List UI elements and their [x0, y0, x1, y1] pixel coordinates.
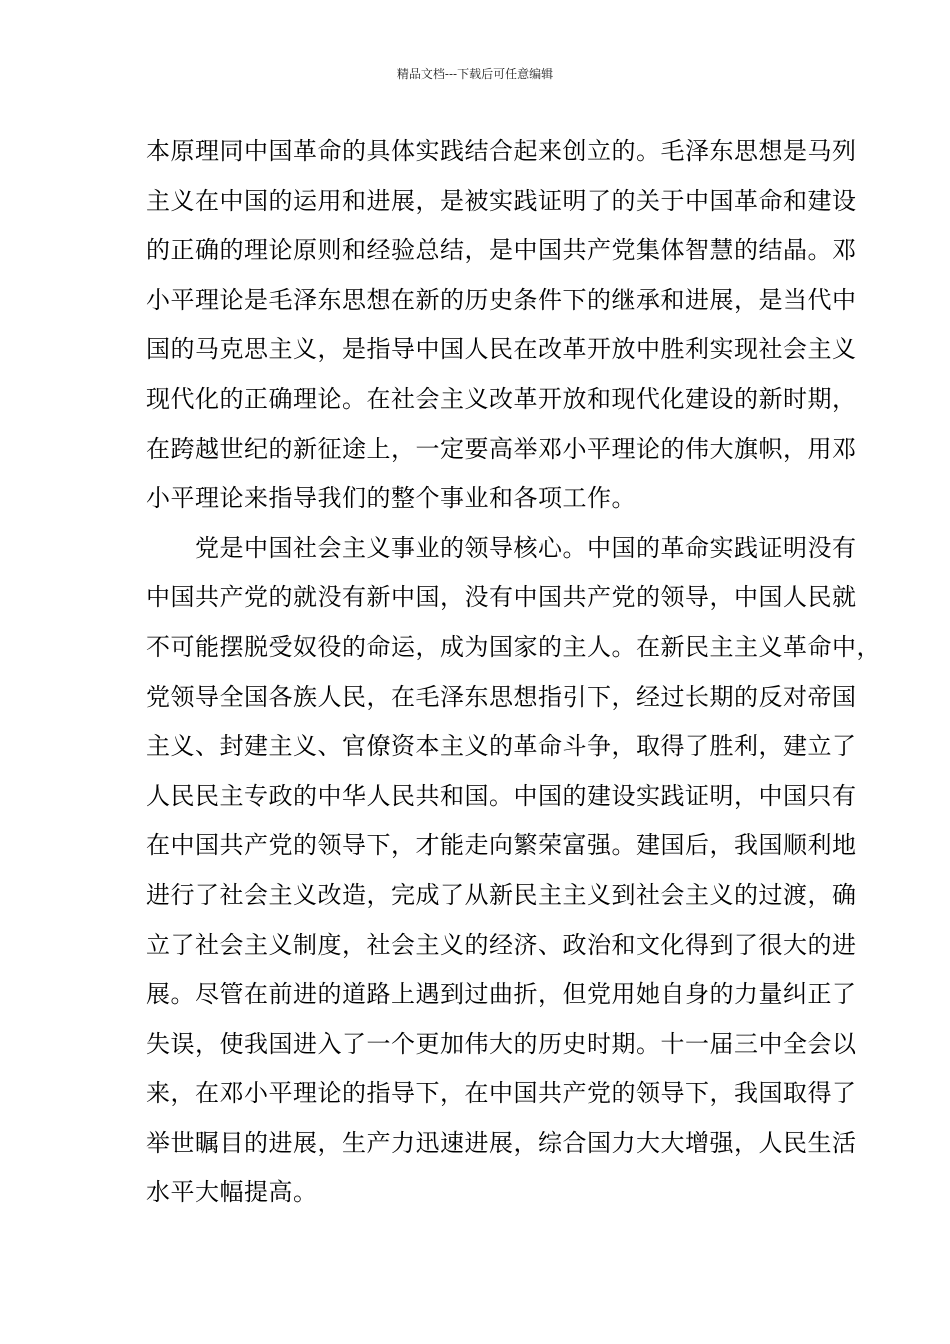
text-line: 人民民主专政的中华人民共和国。中国的建设实践证明，中国只有	[146, 781, 857, 810]
text-line: 进行了社会主义改造，完成了从新民主主义到社会主义的过渡，确	[146, 880, 857, 909]
text-line: 立了社会主义制度，社会主义的经济、政治和文化得到了很大的进	[146, 930, 857, 959]
paragraph-1	[146, 131, 857, 528]
text-line: 国的马克思主义，是指导中国人民在改革开放中胜利实现社会主义	[146, 335, 857, 364]
text-line: 水平大幅提高。	[146, 1178, 318, 1207]
document-body	[146, 131, 881, 1222]
text-line: 小平理论来指导我们的整个事业和各项工作。	[146, 484, 636, 513]
text-line: 失误，使我国进入了一个更加伟大的历史时期。十一届三中全会以	[146, 1029, 857, 1058]
page-header: 精品文档---下载后可任意编辑	[396, 67, 554, 81]
text-line: 现代化的正确理论。在社会主义改革开放和现代化建设的新时期，	[146, 384, 857, 413]
text-line: 小平理论是毛泽东思想在新的历史条件下的继承和进展，是当代中	[146, 285, 857, 314]
text-line: 的正确的理论原则和经验总结，是中国共产党集体智慧的结晶。邓	[146, 236, 857, 265]
text-line: 来，在邓小平理论的指导下，在中国共产党的领导下，我国取得了	[146, 1079, 857, 1108]
text-line: 本原理同中国革命的具体实践结合起来创立的。毛泽东思想是马列	[146, 137, 857, 165]
text-line: 党是中国社会主义事业的领导核心。中国的革命实践证明没有	[146, 533, 857, 562]
paragraph-2	[146, 528, 881, 1222]
text-line: 中国共产党的就没有新中国，没有中国共产党的领导，中国人民就	[146, 583, 857, 612]
text-line: 主义在中国的运用和进展，是被实践证明了的关于中国革命和建设	[146, 186, 857, 215]
text-line: 在跨越世纪的新征途上，一定要高举邓小平理论的伟大旗帜，用邓	[146, 434, 857, 463]
text-line: 展。尽管在前进的道路上遇到过曲折，但党用她自身的力量纠正了	[146, 980, 857, 1009]
text-line: 在中国共产党的领导下，才能走向繁荣富强。建国后，我国顺利地	[146, 831, 857, 860]
text-line: 党领导全国各族人民，在毛泽东思想指引下，经过长期的反对帝国	[146, 682, 857, 711]
text-line: 不可能摆脱受奴役的命运，成为国家的主人。在新民主主义革命中，	[146, 632, 881, 661]
text-line: 举世瞩目的进展，生产力迅速进展，综合国力大大增强，人民生活	[146, 1128, 857, 1157]
text-line: 主义、封建主义、官僚资本主义的革命斗争，取得了胜利，建立了	[146, 732, 857, 761]
